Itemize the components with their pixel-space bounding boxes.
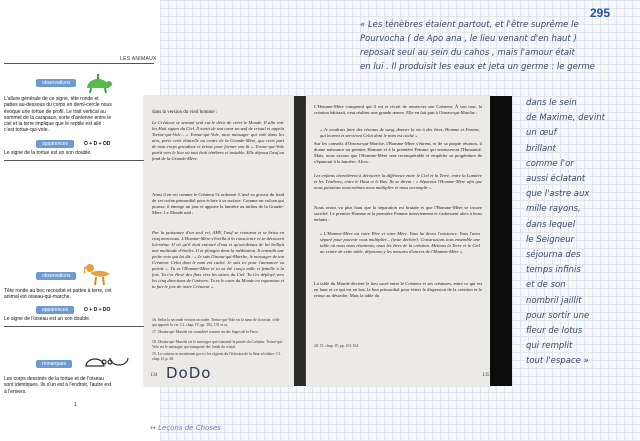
bottom-mark: 1 xyxy=(74,402,77,408)
footnote: 19. Le contour se mentionne pas ici les régions du l'éclosion de la fleur séculaire. Cf. chap. II, p. 38. xyxy=(152,352,281,361)
scan-paragraph: Nous avons vu plus haut que la séparation est brutale et que l'Homme-Mère se trouve sacrifié. Le premier Homme et la première Femme interviennent et s'adressent alors à leurs enfants : xyxy=(314,205,482,222)
handwritten-margin-text xyxy=(526,96,634,370)
margin-line: comme l'or xyxy=(526,158,574,169)
right-page-number: 295 xyxy=(590,6,611,20)
margin-line: fleur de lotus xyxy=(526,326,583,337)
scan-paragraph: « Je voudrais faire des réseaux de sang, donner la vie à des êtres, Homme et Femme, qui leurent et serviront Celui dont le nom est caché ». xyxy=(320,127,480,138)
dodo-handwritten-label: DoDo xyxy=(166,364,212,382)
apparence-tortoise-formula: O + D + OD xyxy=(84,141,111,147)
observation-tortoise-text: L'allure générale de ce signe, tête ronde et pattes au-dessous du corps en demi-cercle nous évoque une tortue de profil. Le trait vertical au sommet de la carapace, sorte d'antenne entre le ciel et la terre implique que le reptile est ailé : c'est tortue-qui-vole. xyxy=(4,96,112,134)
margin-line: de Maxime, devint xyxy=(526,113,605,124)
margin-line: mille rayons, xyxy=(526,204,581,215)
notebook-sidebar xyxy=(0,0,160,441)
handwritten-quote xyxy=(360,18,595,74)
divider xyxy=(4,326,154,327)
footnote: 18. Oiseau-qui-Marche est le messager que transmet la parole du Créateur. Tortue-qui-Vole est le messager qui transporte des fonds du cristal. xyxy=(152,340,284,349)
handwritten-line: Pourvocha ( de Apo ana , le lieu venant d'en haut ) xyxy=(360,34,577,44)
scanned-page-right xyxy=(306,96,492,386)
divider xyxy=(4,160,154,161)
handwritten-line: reposait seul au sein du cahos , mais l'amour était xyxy=(360,48,575,58)
observations-label-2: observations xyxy=(36,272,76,280)
margin-line: le Seigneur xyxy=(526,234,575,245)
margin-line: dans lequel xyxy=(526,219,576,230)
scan-paragraph: Le Créateur se sentant seul eut le désir de créer le Monde. Il alla voir les Huit signes du Ciel. Il sortit de son cœur un œuf de cristal et appela Tortue-qui-Vole... « Tortue-qui-Vole, mon messager qui vole dans les airs, porte cette étincelle au centre de la Grande-Mère, que cette part de mon corps grandisse et éclose pour former son lit ». Tortue-qui-Vole partit vers le lieu où tout était ténèbres et instable. Elle déposa l'œuf au fond de la Grande-Mère. xyxy=(152,120,284,161)
scan-paragraph: Les enfants cherchèrent à découvrir la différence entre le Ciel et la Terre, entre la Lumière et les Ténèbres, entre le Haut et le Bas. Ils se dirent : « Séparons l'Homme-Mère afin que nous puissions nous-mêmes nous multiplier et nous accomplir ». xyxy=(314,173,482,190)
margin-line: dans le sein xyxy=(526,98,577,108)
margin-line: un œuf xyxy=(526,128,557,139)
scan-paragraph: Ainsi il en est comme le Créateur l'a ordonné. L'œuf va grossir du fond de cet océan primordial pour éclore à sa surface. Comme un volcan qui pousse, il émerge un jour et apporte la lumière au milieu de la Grande-Mère. Le Monde naît ; xyxy=(152,192,284,215)
scan-paragraph: « L'Homme-Mère est votre Père et votre Mère. Vous lui devez l'existence. Vous l'avez séparé pour pouvoir vous multiplier... (texte déchiré). Construisons tous ensemble une table où nous nous réunirons, nous les êtres de la création. Mettons la Terre et le Ciel au centre de cette table, déposons-y les mesures d'ancres de l'Homme-Mère ». xyxy=(320,231,480,254)
apparence-bird-text: Le signe de l'oiseau est un son double. xyxy=(4,316,91,322)
scan-page-number: 134 xyxy=(150,373,158,378)
margin-line: qui remplit xyxy=(526,341,573,352)
remarques-label: remarques xyxy=(36,360,72,368)
apparences-label: apparences xyxy=(36,140,74,148)
handwritten-line: « Les ténèbres étaient partout, et l'être suprême le xyxy=(360,20,579,30)
margin-line: pour sortir une xyxy=(526,310,590,321)
remarques-text: Les corps dessinés de la tortue et de l'oiseau sont identiques. Ils s'un est à l'endroit, l'autre est à l'envers. xyxy=(4,376,112,395)
margin-line: nombril jaillit xyxy=(526,295,582,306)
lecons-de-choses-note: ↔ Leçons de Choses xyxy=(150,424,221,432)
scanned-page-left xyxy=(144,96,294,386)
footnote: 17. Oiseau-qui-Marche est considéré comme un des Sages de la Terre. xyxy=(152,330,259,334)
margin-line: que l'astre aux xyxy=(526,189,590,200)
observations-label: observations xyxy=(36,79,76,87)
margin-line: et de son xyxy=(526,280,566,291)
scan-intro: dans la version du vieil homme : xyxy=(152,110,218,115)
handwritten-line: en lui . Il produisit les eaux et jeta un germe : le germe xyxy=(360,62,595,72)
bird-glyph-icon xyxy=(84,262,112,286)
margin-line: temps infinis xyxy=(526,265,581,276)
footnote: 16. Selon la seconde version racontée, Tortue-qui-Vole est la sœur de la tortue, celle qui apporte la vie. Cf. chap. IV, pp. 182, 191 et ss. xyxy=(152,318,280,327)
divider xyxy=(4,63,154,64)
apparences-label-2: apparences xyxy=(36,306,74,314)
apparence-tortoise-text: Le signe de la tortue est un son double. xyxy=(4,150,92,156)
footnote: 20. Cf. chap. IV, pp. 101-104. xyxy=(314,344,360,348)
running-head: LES ANIMAUX xyxy=(120,56,157,62)
margin-line: séjourna des xyxy=(526,250,581,261)
scan-page-number: 135 xyxy=(482,373,490,378)
margin-line: aussi éclatant xyxy=(526,174,586,185)
apparence-bird-formula: O + D + DO xyxy=(84,307,111,313)
margin-line: tout l'espace » xyxy=(526,356,589,367)
margin-line: brillant xyxy=(526,143,556,154)
scan-paragraph: L'Homme-Mère comprend qui il est et récoit de remercier son Créateur. À son tour, la création bâtissait, veut réaliser une grande œuvre. Elle en fait part à Oiseau-qui-Marche : xyxy=(314,104,482,115)
book-gutter xyxy=(294,96,306,386)
tortoise-bird-outline-icon xyxy=(84,354,130,370)
scan-paragraph: La table du Monde devient le lieu sacré entre le Créateur et ses créatures, entre ce qui est en haut et ce qui est en bas, le lien primordial pour éviter la dispersion de la création et le retour au désordre. Mais la table du xyxy=(314,281,482,298)
scan-paragraph: Par la puissance d'un seul cri, AHY, l'œuf se retourna et se brisa en cinq morceaux. L'Homme-Mère s'éveilla à la conscience et se découvrit lui-même. Il vit qu'il était entouré d'eau et qu'au-dessus de lui brillait une multitude d'étoiles. Il se plongea dans la méditation. Il entendit une petite voix qui lui dit : « Je suis Oiseau-qui-Marche, le messager de ton Créateur. Celui dont le nom est caché. Je suis ici pour t'annoncer sa parole ». Tu es l'Homme-Mère et tu as été conçu mâle et femelle à la fois. Tu t'es élevé des flots vers les astres du Ciel. Tu t'es déployé vers les cinq directions de l'univers. Tu es le cœur du Monde en expansion et tu fais le joie de notre Créateur ». xyxy=(152,230,284,289)
scan-paragraph: Sur les conseils d'Oiseau-qui-Marche, l'Homme-Mère s'étirent, et de sa propre réunion, il donne naissance au premier Homme et à la première Femme qui entaisseront l'Humanité. Mais, nous savons que l'Homme-Mère sera reconquérable et empêche sa progéniture de s'épanouir à la lumière. Alors : xyxy=(314,141,482,164)
tortoise-glyph-icon xyxy=(84,73,112,95)
observation-bird-text: Tête ronde au bec recourbé et pattes à terre, cet animal est oiseau-qui-marche. xyxy=(4,288,112,301)
scan-dark-edge xyxy=(490,96,512,386)
